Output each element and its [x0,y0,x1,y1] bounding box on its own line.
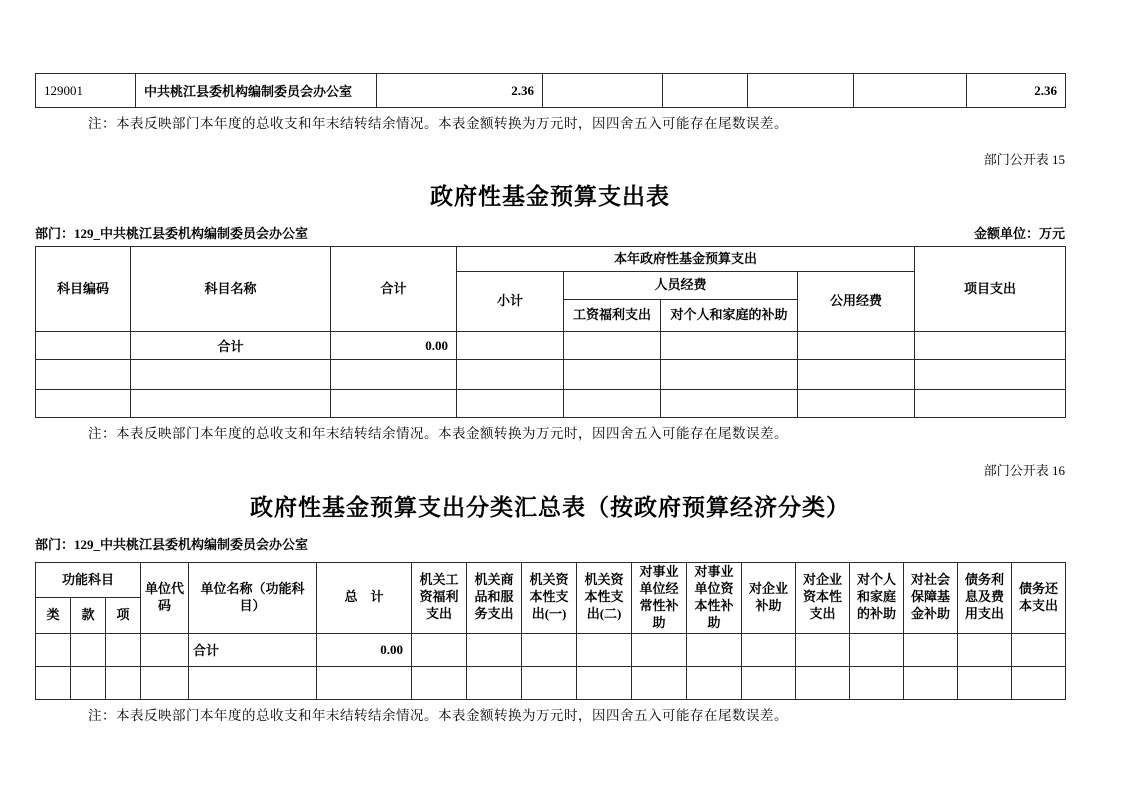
table-row [36,74,1066,108]
empty-cell [798,332,915,360]
empty-cell [131,390,331,418]
empty-cell [36,666,71,699]
col-item: 项 [106,598,141,633]
empty-cell [71,633,106,666]
empty-cell [522,666,577,699]
empty-cell [850,633,904,666]
empty-cell [564,332,661,360]
empty-cell [742,633,796,666]
department-label: 部门：129_中共桃江县委机构编制委员会办公室 [35,226,309,241]
empty-cell [106,666,141,699]
empty-cell [412,666,467,699]
fund-budget-expenditure-table [35,246,1066,418]
empty-cell [850,666,904,699]
empty-cell [742,666,796,699]
col-agency-capital-2: 机关资本性支出(二) [577,563,632,634]
header-row [36,563,1066,598]
table-note: 注：本表反映部门本年度的总收支和年末结转结余情况。本表金额转换为万元时，因四舍五入可能存在尾数误差。 [88,426,788,441]
empty-cell [412,633,467,666]
empty-cell [522,633,577,666]
table-note: 注：本表反映部门本年度的总收支和年末结转结余情况。本表金额转换为万元时，因四舍五入可能存在尾数误差。 [88,707,788,723]
table-note: 注：本表反映部门本年度的总收支和年末结转结余情况。本表金额转换为万元时，因四舍五入可能存在尾数误差。 [88,116,788,131]
total-amount-cell: 0.00 [317,633,412,666]
empty-cell [36,360,131,390]
total-row [36,633,1066,666]
empty-cell [457,360,564,390]
empty-cell [141,633,189,666]
empty-cell [915,332,1066,360]
empty-cell [796,633,850,666]
empty-cell [854,74,967,108]
empty-cell [958,666,1012,699]
total-amount-cell: 0.00 [331,332,457,360]
col-project-expense: 项目支出 [915,247,1066,332]
total-label-cell: 合计 [189,633,317,666]
empty-cell [798,390,915,418]
fund-budget-economic-classification-table [35,562,1066,700]
col-salary-welfare: 工资福利支出 [564,300,661,332]
col-grand-total: 总 计 [317,563,412,634]
col-class: 类 [36,598,71,633]
empty-cell [661,332,798,360]
empty-cell [798,360,915,390]
col-debt-interest-fee: 债务利息及费用支出 [958,563,1012,634]
unit-label: 金额单位：万元 [973,226,1065,241]
empty-cell [577,633,632,666]
empty-cell [663,74,748,108]
col-enterprise-capital: 对企业资本性支出 [796,563,850,634]
col-subtotal: 小计 [457,272,564,332]
department-label: 部门：129_中共桃江县委机构编制委员会办公室 [35,537,309,552]
empty-cell [564,390,661,418]
col-total: 合计 [331,247,457,332]
empty-cell [687,633,742,666]
document-page [35,0,1065,724]
col-public-funds: 公用经费 [798,272,915,332]
empty-cell [915,360,1066,390]
empty-cell [904,666,958,699]
sheet15-meta [35,223,1065,242]
total-row [36,332,1066,360]
empty-cell [189,666,317,699]
col-social-security-fund-subsidy: 对社会保障基金补助 [904,563,958,634]
col-agency-salary-welfare: 机关工资福利支出 [412,563,467,634]
empty-row [36,666,1066,699]
col-institution-recurrent-subsidy: 对事业单位经常性补助 [632,563,687,634]
sheet16-title: 政府性基金预算支出分类汇总表（按政府预算经济分类） [250,495,850,520]
empty-cell [36,332,131,360]
empty-cell [1012,633,1066,666]
col-individual-family-subsidy: 对个人和家庭的补助 [661,300,798,332]
empty-cell [457,390,564,418]
sheet16-meta [35,534,1065,553]
empty-cell [748,74,854,108]
subject-code-cell: 129001 [36,74,136,108]
sheet-tag-16: 部门公开表 16 [983,463,1065,478]
empty-cell [1012,666,1066,699]
empty-cell [36,390,131,418]
col-personnel-funds: 人员经费 [564,272,798,300]
empty-cell [543,74,663,108]
col-agency-goods-services: 机关商品和服务支出 [467,563,522,634]
col-agency-capital-1: 机关资本性支出(一) [522,563,577,634]
col-enterprise-subsidy: 对企业补助 [742,563,796,634]
empty-cell [331,390,457,418]
empty-cell [106,633,141,666]
empty-cell [467,666,522,699]
col-unit-name: 单位名称（功能科目） [189,563,317,634]
empty-cell [131,360,331,390]
empty-cell [958,633,1012,666]
col-unit-code: 单位代码 [141,563,189,634]
empty-cell [141,666,189,699]
empty-cell [904,633,958,666]
col-functional-subject: 功能科目 [36,563,141,598]
empty-cell [331,360,457,390]
empty-cell [317,666,412,699]
empty-cell [632,666,687,699]
empty-cell [467,633,522,666]
empty-cell [687,666,742,699]
col-individual-family-subsidy: 对个人和家庭的补助 [850,563,904,634]
col-current-year-expenditure: 本年政府性基金预算支出 [457,247,915,272]
empty-cell [915,390,1066,418]
empty-row [36,390,1066,418]
sheet15-title: 政府性基金预算支出表 [430,184,670,209]
empty-cell [661,390,798,418]
col-debt-principal-repayment: 债务还本支出 [1012,563,1066,634]
col-institution-capital-subsidy: 对事业单位资本性补助 [687,563,742,634]
amount-cell: 2.36 [967,74,1066,108]
empty-row [36,360,1066,390]
empty-cell [71,666,106,699]
total-label-cell: 合计 [131,332,331,360]
empty-cell [36,633,71,666]
empty-cell [661,360,798,390]
empty-cell [457,332,564,360]
col-section: 款 [71,598,106,633]
sheet-tag-15: 部门公开表 15 [983,152,1065,167]
empty-cell [577,666,632,699]
amount-cell: 2.36 [377,74,543,108]
carryover-summary-table [35,73,1066,108]
col-subject-name: 科目名称 [131,247,331,332]
empty-cell [632,633,687,666]
header-row [36,247,1066,272]
empty-cell [564,360,661,390]
empty-cell [796,666,850,699]
unit-name-cell: 中共桃江县委机构编制委员会办公室 [136,74,377,108]
col-subject-code: 科目编码 [36,247,131,332]
